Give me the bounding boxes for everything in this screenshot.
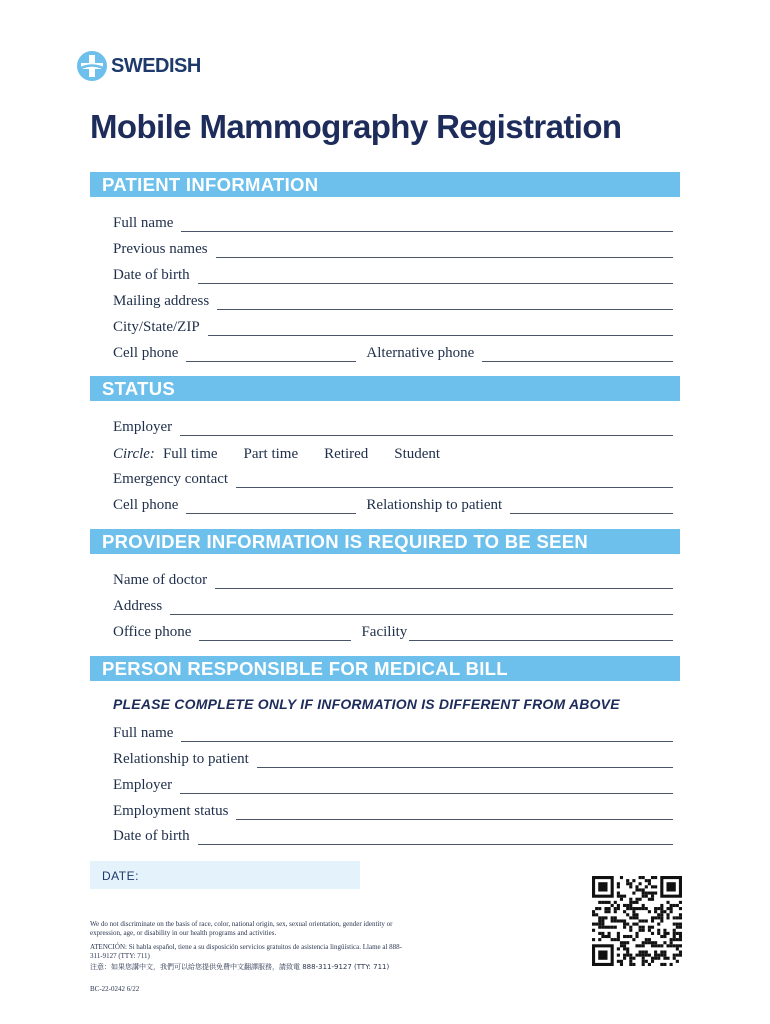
field-label: Facility <box>361 624 408 640</box>
field-previous-names <box>113 238 673 258</box>
field-employment-circle <box>113 443 673 463</box>
field-label: Address <box>113 598 163 614</box>
option-student[interactable]: Student <box>394 446 441 462</box>
field-label: Full name <box>113 215 174 231</box>
field-label: City/State/ZIP <box>113 319 200 335</box>
field-billing-dob <box>113 825 673 845</box>
employment-status-line[interactable] <box>236 806 673 820</box>
field-employment-status <box>113 800 673 820</box>
cell-phone-line[interactable] <box>186 348 356 362</box>
billing-relationship-line[interactable] <box>257 754 673 768</box>
circle-instruction: Circle: <box>113 446 155 462</box>
full-name-line[interactable] <box>181 218 673 232</box>
section-heading: PATIENT INFORMATION <box>102 174 319 195</box>
field-mailing-address <box>113 290 673 310</box>
section-heading: PERSON RESPONSIBLE FOR MEDICAL BILL <box>102 658 508 679</box>
chinese-notice: 注意：如果您講中文，我們可以給您提供免費中文翻譯服務，請致電 888-311-9127 (TTY: 711) <box>90 963 390 971</box>
brand-name: SWEDISH <box>111 54 201 77</box>
spanish-notice: ATENCIÓN: Si habla español, tiene a su disposición servicios gratuitos de asistencia lingüística. Llame al 888-311-9127 (TTY: 711) <box>90 943 403 960</box>
nondiscrimination-notice: We do not discriminate on the basis of race, color, national origin, sex, sexual orientation, gender identity or expression, age, or disability in our health programs and activities. <box>90 920 393 937</box>
field-label: Previous names <box>113 241 208 257</box>
field-city-state-zip <box>113 316 673 336</box>
field-billing-relationship <box>113 748 673 768</box>
employer-line[interactable] <box>180 422 673 436</box>
field-label: Cell phone <box>113 497 179 513</box>
billing-note: PLEASE COMPLETE ONLY IF INFORMATION IS DIFFERENT FROM ABOVE <box>113 696 620 712</box>
swedish-cross-icon <box>76 50 108 82</box>
field-doctor <box>113 569 673 589</box>
field-label: Date of birth <box>113 828 190 844</box>
swedish-logo <box>76 50 201 82</box>
option-retired[interactable]: Retired <box>324 446 369 462</box>
date-of-birth-line[interactable] <box>198 270 673 284</box>
relationship-line[interactable] <box>510 500 673 514</box>
billing-employer-line[interactable] <box>180 780 673 794</box>
field-label: Emergency contact <box>113 471 229 487</box>
field-date-of-birth <box>113 264 673 284</box>
qr-code-icon <box>592 876 682 966</box>
field-label: Office phone <box>113 624 192 640</box>
form-code: BC-22-0242 6/22 <box>90 985 140 993</box>
field-office-facility <box>113 621 673 641</box>
section-heading: PROVIDER INFORMATION IS REQUIRED TO BE SEEN <box>102 531 589 552</box>
city-state-zip-line[interactable] <box>208 322 673 336</box>
field-label: Cell phone <box>113 345 179 361</box>
section-person-responsible <box>90 656 680 681</box>
billing-full-name-line[interactable] <box>181 728 673 742</box>
option-full-time[interactable]: Full time <box>162 446 218 462</box>
field-label: Full name <box>113 725 174 741</box>
field-phones <box>113 342 673 362</box>
field-label: Employer <box>113 777 173 793</box>
field-provider-address <box>113 595 673 615</box>
field-emergency-phone <box>113 494 673 514</box>
date-field[interactable] <box>90 861 360 889</box>
date-label: DATE: <box>102 869 139 883</box>
provider-address-line[interactable] <box>170 601 673 615</box>
mailing-address-line[interactable] <box>217 296 673 310</box>
doctor-line[interactable] <box>215 575 673 589</box>
section-status <box>90 376 680 401</box>
field-label: Relationship to patient <box>113 751 249 767</box>
field-label: Relationship to patient <box>366 497 503 513</box>
billing-dob-line[interactable] <box>198 831 673 845</box>
page-title: Mobile Mammography Registration <box>90 108 622 145</box>
field-label: Name of doctor <box>113 572 208 588</box>
option-part-time[interactable]: Part time <box>243 446 299 462</box>
field-billing-employer <box>113 774 673 794</box>
field-label: Date of birth <box>113 267 190 283</box>
emergency-cell-line[interactable] <box>186 500 356 514</box>
alternative-phone-line[interactable] <box>482 348 673 362</box>
field-label: Mailing address <box>113 293 210 309</box>
field-label: Employment status <box>113 803 229 819</box>
previous-names-line[interactable] <box>216 244 673 258</box>
field-employer <box>113 416 673 436</box>
field-emergency-contact <box>113 468 673 488</box>
facility-line[interactable] <box>409 627 673 641</box>
section-provider-information <box>90 529 680 554</box>
emergency-contact-line[interactable] <box>236 474 673 488</box>
section-patient-information <box>90 172 680 197</box>
section-heading: STATUS <box>102 378 176 399</box>
field-billing-full-name <box>113 722 673 742</box>
field-label: Employer <box>113 419 173 435</box>
field-label: Alternative phone <box>366 345 475 361</box>
office-phone-line[interactable] <box>199 627 351 641</box>
field-full-name <box>113 212 673 232</box>
